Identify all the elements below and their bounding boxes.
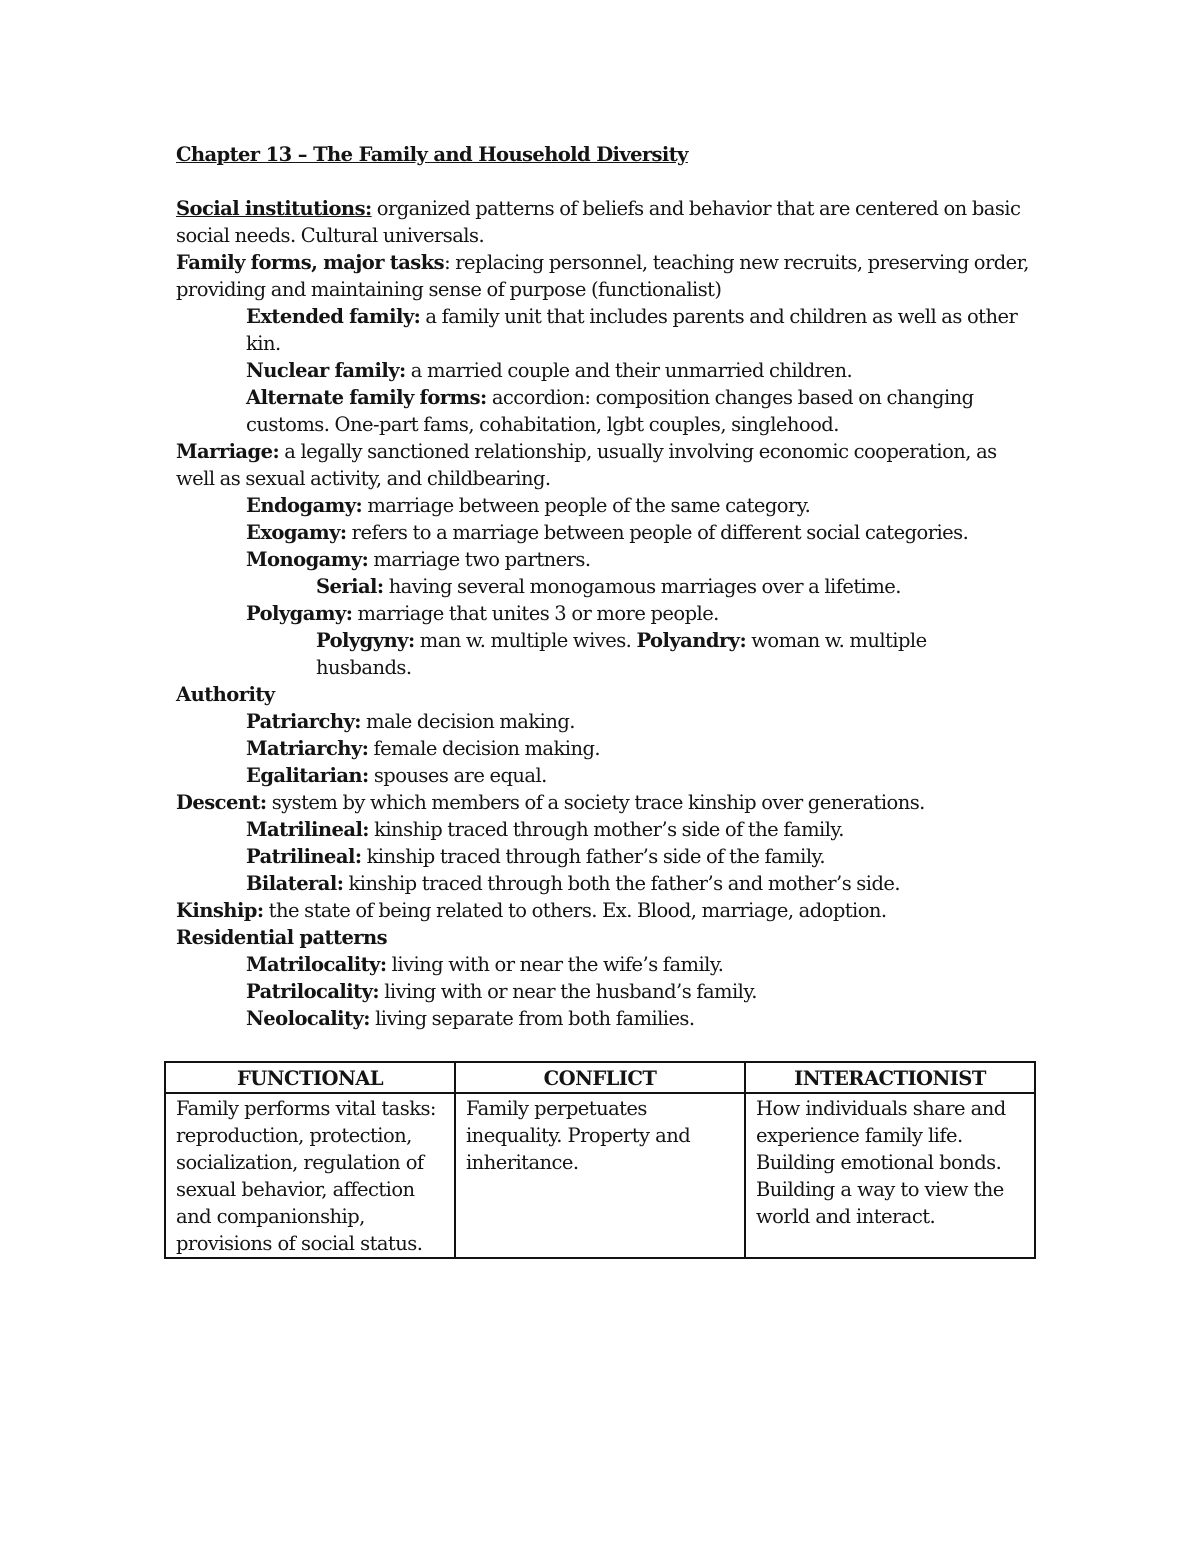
note-term: Authority [176, 683, 275, 706]
note-text: kin. [246, 332, 281, 355]
note-term: Polygamy: [246, 602, 353, 625]
note-term: Descent: [176, 791, 267, 814]
note-line [176, 843, 1046, 870]
note-line [176, 870, 1046, 897]
header-conflict: CONFLICT [455, 1062, 745, 1093]
note-text: spouses are equal. [368, 764, 547, 787]
note-text: social needs. Cultural universals. [176, 224, 485, 247]
note-line [176, 924, 1046, 951]
note-text: kinship traced through father’s side of the family. [361, 845, 826, 868]
cell-line: socialization, regulation of [176, 1151, 424, 1174]
notes-body [176, 195, 1046, 1032]
note-term: Social institutions: [176, 197, 372, 220]
note-term: Residential patterns [176, 926, 388, 949]
note-text: well as sexual activity, and childbearing. [176, 467, 551, 490]
note-line [176, 897, 1046, 924]
cell-line: How individuals share and [756, 1097, 1006, 1120]
note-term: Matriarchy: [246, 737, 369, 760]
note-term: Patriarchy: [246, 710, 361, 733]
theories-table [164, 1061, 1036, 1259]
note-line [176, 654, 1046, 681]
note-line [176, 546, 1046, 573]
note-text: providing and maintaining sense of purpose (functionalist) [176, 278, 722, 301]
note-text: kinship traced through both the father’s and mother’s side. [343, 872, 901, 895]
cell-line: provisions of social status. [176, 1232, 423, 1255]
note-term: Nuclear family: [246, 359, 406, 382]
cell-line: inequality. Property and [466, 1124, 691, 1147]
note-line [176, 438, 1046, 465]
note-line [176, 330, 1046, 357]
document-title: Chapter 13 – The Family and Household Diversity [176, 143, 688, 166]
note-line [176, 735, 1046, 762]
note-text: male decision making. [360, 710, 575, 733]
note-line [176, 1005, 1046, 1032]
header-interactionist: INTERACTIONIST [745, 1062, 1035, 1093]
note-term: Polyandry: [636, 629, 747, 652]
cell-line: inheritance. [466, 1151, 579, 1174]
cell-interactionist [745, 1093, 1035, 1258]
note-line [176, 303, 1046, 330]
note-line [176, 816, 1046, 843]
note-term: Serial: [316, 575, 384, 598]
note-term: Exogamy: [246, 521, 347, 544]
note-text: female decision making. [368, 737, 601, 760]
note-text: marriage two partners. [368, 548, 591, 571]
note-text: marriage that unites 3 or more people. [352, 602, 719, 625]
header-functional: FUNCTIONAL [165, 1062, 455, 1093]
note-line [176, 519, 1046, 546]
note-line [176, 978, 1046, 1005]
note-line [176, 195, 1046, 222]
note-text: man w. multiple wives. [414, 629, 637, 652]
note-line [176, 681, 1046, 708]
note-term: Family forms, major tasks [176, 251, 445, 274]
cell-line: sexual behavior, affection [176, 1178, 415, 1201]
cell-line: world and interact. [756, 1205, 936, 1228]
note-text: system by which members of a society trace kinship over generations. [266, 791, 925, 814]
note-term: Monogamy: [246, 548, 369, 571]
cell-conflict [455, 1093, 745, 1258]
note-line [176, 627, 1046, 654]
note-term: Kinship: [176, 899, 264, 922]
note-term: Patrilocality: [246, 980, 380, 1003]
note-text: living with or near the wife’s family. [386, 953, 724, 976]
table-header-row [165, 1062, 1035, 1093]
note-line [176, 573, 1046, 600]
note-text: living with or near the husband’s family. [379, 980, 757, 1003]
note-text: having several monogamous marriages over a lifetime. [383, 575, 901, 598]
note-term: Marriage: [176, 440, 280, 463]
note-term: Matrilocality: [246, 953, 387, 976]
note-line [176, 276, 1046, 303]
note-text: accordion: composition changes based on changing [486, 386, 974, 409]
note-text: the state of being related to others. Ex. Blood, marriage, adoption. [263, 899, 887, 922]
note-line [176, 708, 1046, 735]
cell-line: experience family life. [756, 1124, 963, 1147]
note-term: Patrilineal: [246, 845, 362, 868]
note-term: Egalitarian: [246, 764, 369, 787]
note-line [176, 357, 1046, 384]
note-line [176, 465, 1046, 492]
note-text: a legally sanctioned relationship, usually involving economic cooperation, as [279, 440, 997, 463]
note-line [176, 222, 1046, 249]
note-term: Extended family: [246, 305, 421, 328]
note-text: refers to a marriage between people of different social categories. [346, 521, 969, 544]
note-text: a family unit that includes parents and children as well as other [420, 305, 1018, 328]
note-text: marriage between people of the same category. [362, 494, 811, 517]
cell-functional [165, 1093, 455, 1258]
note-term: Endogamy: [246, 494, 363, 517]
note-term: Alternate family forms: [246, 386, 487, 409]
cell-line: Family performs vital tasks: [176, 1097, 436, 1120]
note-line [176, 249, 1046, 276]
cell-line: Building a way to view the [756, 1178, 1004, 1201]
cell-line: Family perpetuates [466, 1097, 647, 1120]
note-text: living separate from both families. [369, 1007, 695, 1030]
note-text: : replacing personnel, teaching new recruits, preserving order, [444, 251, 1029, 274]
cell-line: and companionship, [176, 1205, 365, 1228]
note-line [176, 789, 1046, 816]
note-term: Matrilineal: [246, 818, 369, 841]
note-text: organized patterns of beliefs and behavior that are centered on basic [371, 197, 1021, 220]
note-term: Neolocality: [246, 1007, 370, 1030]
cell-line: Building emotional bonds. [756, 1151, 1002, 1174]
table-row [165, 1093, 1035, 1258]
note-text: a married couple and their unmarried children. [405, 359, 853, 382]
note-term: Polygyny: [316, 629, 415, 652]
note-text: kinship traced through mother’s side of the family. [368, 818, 844, 841]
note-line [176, 762, 1046, 789]
document-page [176, 141, 1046, 1032]
note-line [176, 951, 1046, 978]
note-line [176, 384, 1046, 411]
note-line [176, 492, 1046, 519]
note-text: woman w. multiple [746, 629, 927, 652]
note-line [176, 411, 1046, 438]
note-text: customs. One-part fams, cohabitation, lgbt couples, singlehood. [246, 413, 839, 436]
note-line [176, 600, 1046, 627]
note-text: husbands. [316, 656, 412, 679]
note-term: Bilateral: [246, 872, 344, 895]
cell-line: reproduction, protection, [176, 1124, 412, 1147]
